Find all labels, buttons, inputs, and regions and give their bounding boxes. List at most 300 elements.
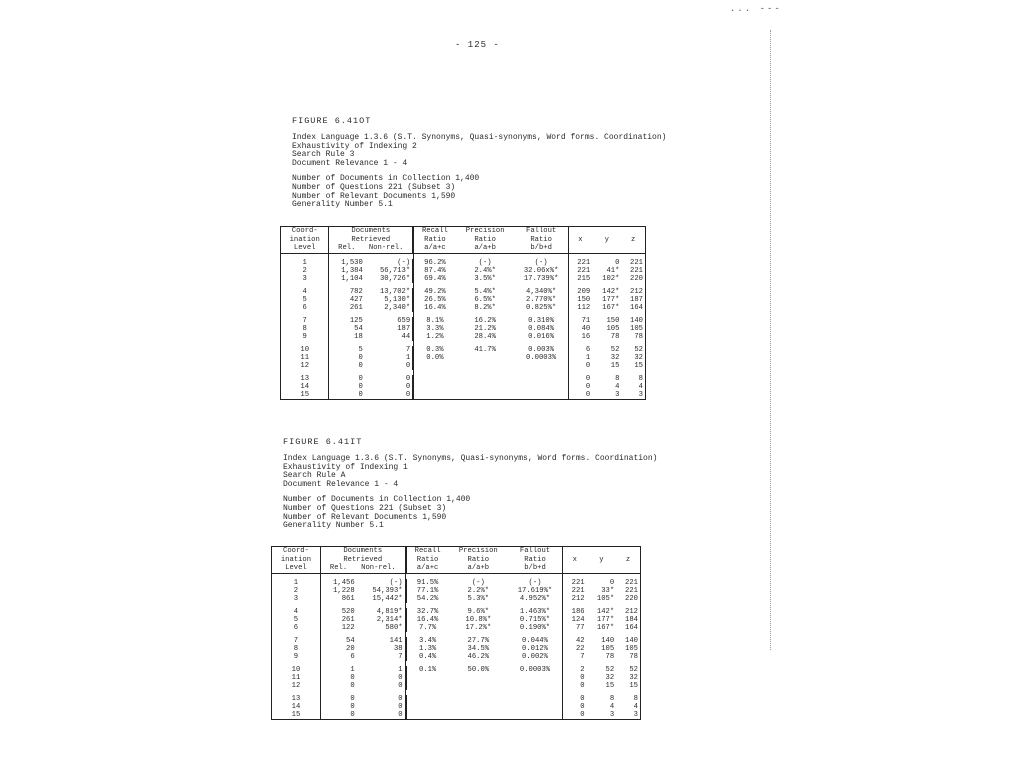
- cell-rel: 520: [320, 608, 356, 616]
- header-text: Recall: [421, 227, 448, 235]
- index-language: Index Language 1.3.6 (S.T. Synonyms, Quasi-synonyms, Word forms. Coordination): [292, 133, 667, 142]
- cell-y: 142*: [596, 607, 615, 616]
- header-text: Coord-: [291, 227, 318, 235]
- cell-x: 16: [568, 333, 592, 341]
- cell-recall: [406, 695, 449, 703]
- figure-title: FIGURE 6.41OT: [292, 116, 372, 126]
- header-text: b/b+d: [530, 244, 552, 252]
- exhaustivity: Exhaustivity of Indexing 2: [292, 141, 417, 151]
- header-text: Coord-: [283, 547, 309, 555]
- cell-fallout: 17.739%*: [523, 274, 559, 283]
- cell-rel: 1,384: [329, 267, 365, 275]
- cell-z: 3: [633, 710, 638, 719]
- header-fallout: [515, 227, 569, 254]
- cell-recall: 1.3%: [406, 645, 449, 653]
- cell-z: 187: [630, 295, 643, 304]
- number-of-relevant: Number of Relevant Documents 1,590: [283, 512, 447, 522]
- cell-recall: 0.0%: [413, 354, 455, 362]
- cell-nonrel: 141: [389, 636, 403, 645]
- document-relevance: Document Relevance 1 - 4: [283, 479, 399, 489]
- header-text: Documents: [343, 547, 383, 555]
- cell-x: 212: [562, 595, 586, 603]
- header-documents-retrieved: [329, 227, 413, 254]
- header-precision: [449, 547, 509, 574]
- cell-z: 4: [633, 702, 638, 711]
- cell-nonrel: 2,314*: [376, 615, 403, 624]
- cell-recall: 69.4%: [413, 275, 455, 283]
- cell-precision: 8.2%*: [474, 303, 496, 312]
- header-text: Documents: [351, 227, 391, 235]
- cell-fallout: [515, 375, 569, 383]
- cell-recall: [406, 674, 449, 682]
- header-fallout: [508, 547, 562, 574]
- table-row: [281, 333, 646, 341]
- cell-nonrel: 4,819*: [376, 607, 403, 616]
- cell-recall: 16.4%: [406, 616, 449, 624]
- cell-level: 11: [291, 673, 301, 682]
- cell-z: 221: [625, 586, 638, 595]
- cell-level: 15: [300, 390, 310, 399]
- cell-precision: 50.0%: [467, 665, 490, 674]
- cell-level: 11: [300, 353, 310, 362]
- cell-recall: 77.1%: [406, 587, 449, 595]
- cell-fallout: 0.012%: [522, 644, 548, 653]
- cell-y: 0: [615, 258, 620, 267]
- cell-y: 15: [610, 361, 620, 370]
- cell-nonrel: 580*: [385, 623, 403, 632]
- cell-nonrel: 7: [398, 652, 403, 661]
- cell-rel: 0: [329, 383, 365, 391]
- header-y: y: [587, 547, 617, 574]
- cell-fallout: [508, 682, 562, 690]
- cell-recall: 0.3%: [413, 346, 455, 354]
- header-nonrel: Non-rel.: [368, 244, 404, 252]
- cell-z: 221: [630, 266, 643, 275]
- cell-fallout: [508, 674, 562, 682]
- cell-x: 0: [562, 674, 586, 682]
- table-row: [281, 304, 646, 312]
- cell-rel: 54: [320, 637, 356, 645]
- cell-y: 32: [610, 353, 620, 362]
- number-of-questions: Number of Questions 221 (Subset 3): [292, 182, 456, 192]
- header-text: Fallout: [519, 547, 551, 555]
- cell-precision: 17.2%*: [465, 623, 492, 632]
- cell-y: 33*: [601, 586, 615, 595]
- figure-title: FIGURE 6.41IT: [283, 437, 363, 447]
- cell-y: 105*: [596, 594, 615, 603]
- table-row: [281, 375, 646, 383]
- cell-x: 124: [562, 616, 586, 624]
- cell-precision: 41.7%: [474, 345, 496, 354]
- cell-precision: 10.8%*: [465, 615, 492, 624]
- cell-precision: 27.7%: [467, 636, 490, 645]
- cell-recall: [413, 383, 455, 391]
- cell-x: 1: [568, 354, 592, 362]
- cell-precision: [449, 711, 509, 720]
- cell-nonrel: 13,702*: [379, 287, 411, 296]
- header-text: ination: [280, 555, 312, 564]
- header-text: Ratio: [424, 235, 446, 244]
- cell-level: 10: [291, 665, 301, 674]
- table-row: [272, 645, 641, 653]
- figure-1: [292, 116, 666, 210]
- cell-recall: 26.5%: [413, 296, 455, 304]
- table-row: [272, 637, 641, 645]
- header-precision: [456, 227, 515, 254]
- table-row: [281, 275, 646, 283]
- cell-x: 77: [562, 624, 586, 632]
- cell-level: 4: [302, 287, 307, 296]
- results-table-2: [271, 546, 641, 720]
- cell-recall: 87.4%: [413, 267, 455, 275]
- cell-fallout: 1.463%*: [519, 607, 551, 616]
- cell-level: 7: [293, 636, 299, 645]
- cell-rel: 125: [329, 317, 365, 325]
- cell-precision: 9.6%*: [467, 607, 490, 616]
- cell-fallout: (-): [528, 578, 542, 587]
- table-row: [281, 325, 646, 333]
- cell-rel: 1,456: [320, 579, 356, 587]
- header-y: y: [592, 227, 621, 254]
- cell-fallout: [508, 695, 562, 703]
- cell-precision: 6.5%*: [474, 295, 496, 304]
- cell-recall: 96.2%: [413, 259, 455, 267]
- table-row: [272, 703, 641, 711]
- cell-precision: 2.4%*: [474, 266, 496, 275]
- header-text: Ratio: [467, 555, 490, 564]
- cell-precision: 3.5%*: [474, 274, 496, 283]
- cell-y: 0: [609, 578, 615, 587]
- cell-nonrel: 38: [393, 644, 403, 653]
- generality-number: Generality Number 5.1: [283, 521, 384, 531]
- cell-precision: (-): [478, 258, 492, 267]
- cell-recall: 0.4%: [406, 653, 449, 661]
- table-row: [272, 579, 641, 587]
- cell-rel: 0: [329, 391, 365, 400]
- header-text: a/a+c: [424, 244, 446, 252]
- cell-rel: 0: [320, 682, 356, 690]
- cell-z: 78: [629, 652, 638, 661]
- header-rel: Rel.: [329, 564, 348, 572]
- search-rule: Search Rule 3: [292, 150, 355, 160]
- cell-nonrel: (-): [389, 578, 403, 587]
- cell-y: 52: [605, 665, 615, 674]
- header-documents-retrieved: [320, 547, 405, 574]
- cell-fallout: 0.084%: [528, 324, 555, 333]
- header-coordination-level: [272, 547, 321, 574]
- cell-x: 112: [568, 304, 592, 312]
- cell-level: 9: [302, 332, 307, 341]
- cell-level: 2: [293, 586, 299, 595]
- cell-x: 0: [562, 711, 586, 720]
- cell-fallout: 4,340%*: [526, 287, 557, 296]
- cell-x: 221: [568, 259, 592, 267]
- number-of-questions: Number of Questions 221 (Subset 3): [283, 503, 447, 513]
- cell-y: 15: [605, 681, 615, 690]
- cell-fallout: 0.0003%: [519, 665, 551, 674]
- cell-precision: 28.4%: [474, 332, 496, 341]
- cell-precision: [456, 362, 515, 370]
- cell-rel: 1,104: [329, 275, 365, 283]
- cell-fallout: 0.044%: [522, 636, 548, 645]
- cell-fallout: 0.715%*: [519, 615, 551, 624]
- table-row: [272, 653, 641, 661]
- table-row: [272, 595, 641, 603]
- header-text: ination: [289, 235, 320, 244]
- cell-nonrel: 15,442*: [372, 594, 403, 603]
- cell-y: 78: [605, 652, 615, 661]
- cell-level: 14: [291, 702, 301, 711]
- cell-z: 220: [630, 274, 643, 283]
- header-z: z: [616, 547, 640, 574]
- cell-nonrel: 659: [397, 316, 411, 325]
- cell-precision: [456, 354, 515, 362]
- cell-x: 221: [562, 587, 586, 595]
- header-text: a/a+b: [474, 244, 496, 252]
- cell-recall: 16.4%: [413, 304, 455, 312]
- table-row: [272, 666, 641, 674]
- cell-level: 13: [300, 374, 310, 383]
- cell-z: 105: [630, 324, 643, 333]
- cell-nonrel: 56,713*: [379, 266, 411, 275]
- cell-y: 105: [601, 644, 615, 653]
- cell-nonrel: 0: [405, 374, 411, 383]
- cell-x: 71: [568, 317, 592, 325]
- cell-nonrel: 54,393*: [372, 586, 403, 595]
- table-row: [281, 288, 646, 296]
- cell-y: 8: [615, 374, 620, 383]
- scan-edge-marks: [770, 30, 777, 650]
- cell-precision: [456, 383, 515, 391]
- cell-y: 177*: [596, 615, 615, 624]
- table-row: [281, 362, 646, 370]
- cell-level: 2: [302, 266, 307, 275]
- cell-x: 150: [568, 296, 592, 304]
- results-table-1: [280, 226, 646, 400]
- cell-y: 4: [615, 382, 620, 391]
- cell-x: 0: [562, 682, 586, 690]
- cell-recall: 3.4%: [406, 637, 449, 645]
- number-of-relevant: Number of Relevant Documents 1,590: [292, 191, 456, 201]
- cell-recall: [413, 362, 455, 370]
- header-rel: Rel.: [338, 244, 356, 252]
- cell-z: 52: [629, 665, 638, 674]
- table-row: [281, 391, 646, 400]
- cell-precision: [456, 391, 515, 400]
- cell-rel: 261: [329, 304, 365, 312]
- cell-z: 8: [633, 694, 638, 703]
- cell-x: 40: [568, 325, 592, 333]
- cell-level: 8: [302, 324, 307, 333]
- cell-level: 5: [302, 295, 307, 304]
- cell-nonrel: 0: [398, 710, 403, 719]
- cell-precision: 5.3%*: [467, 594, 490, 603]
- header-text: Level: [293, 244, 316, 252]
- cell-nonrel: 30,726*: [379, 274, 411, 283]
- cell-nonrel: 44: [401, 332, 411, 341]
- header-coordination-level: [281, 227, 329, 254]
- cell-fallout: 0.310%: [528, 316, 555, 325]
- cell-z: 32: [634, 353, 643, 362]
- header-recall: [413, 227, 455, 254]
- cell-y: 177*: [602, 295, 620, 304]
- cell-z: 140: [630, 316, 643, 325]
- cell-fallout: [515, 391, 569, 400]
- cell-y: 150: [606, 316, 620, 325]
- cell-fallout: (-): [534, 258, 548, 267]
- cell-level: 1: [293, 578, 299, 587]
- cell-rel: 0: [329, 354, 365, 362]
- cell-level: 1: [302, 258, 307, 267]
- cell-z: 220: [625, 594, 638, 603]
- cell-rel: 20: [320, 645, 356, 653]
- cell-z: 8: [638, 374, 643, 383]
- cell-rel: 122: [320, 624, 356, 632]
- cell-rel: 261: [320, 616, 356, 624]
- cell-fallout: 2.770%*: [526, 295, 557, 304]
- cell-fallout: 32.06x%*: [523, 266, 559, 275]
- cell-level: 6: [302, 303, 307, 312]
- cell-fallout: 4.952%*: [519, 594, 551, 603]
- cell-x: 6: [568, 346, 592, 354]
- cell-nonrel: 5,130*: [384, 295, 411, 304]
- cell-recall: 1.2%: [413, 333, 455, 341]
- cell-rel: 0: [320, 695, 356, 703]
- cell-fallout: 0.190%*: [519, 623, 551, 632]
- cell-x: 0: [562, 703, 586, 711]
- cell-precision: [449, 682, 509, 690]
- cell-level: 12: [300, 361, 310, 370]
- header-text: Retrieved: [343, 555, 383, 564]
- table-row: [272, 695, 641, 703]
- cell-fallout: [515, 383, 569, 391]
- cell-nonrel: 7: [405, 345, 411, 354]
- cell-x: 0: [562, 695, 586, 703]
- cell-rel: 0: [320, 674, 356, 682]
- cell-recall: 32.7%: [406, 608, 449, 616]
- table-row: [281, 354, 646, 362]
- cell-z: 52: [634, 345, 643, 354]
- cell-nonrel: 0: [398, 681, 403, 690]
- cell-rel: 0: [329, 375, 365, 383]
- document-relevance: Document Relevance 1 - 4: [292, 158, 408, 168]
- cell-x: 42: [562, 637, 586, 645]
- cell-y: 32: [605, 673, 615, 682]
- generality-number: Generality Number 5.1: [292, 200, 393, 210]
- number-of-documents: Number of Documents in Collection 1,400: [283, 495, 471, 505]
- number-of-documents: Number of Documents in Collection 1,400: [292, 174, 480, 184]
- cell-precision: 34.5%: [467, 644, 490, 653]
- cell-z: 15: [629, 681, 638, 690]
- header-text: Ratio: [530, 235, 552, 244]
- cell-rel: 0: [320, 711, 356, 720]
- cell-y: 8: [609, 694, 615, 703]
- cell-recall: 54.2%: [406, 595, 449, 603]
- figure-2: [283, 437, 657, 531]
- cell-z: 78: [634, 332, 643, 341]
- cell-nonrel: 0: [405, 361, 411, 370]
- table-row: [281, 296, 646, 304]
- header-z: z: [621, 227, 645, 254]
- cell-recall: [413, 375, 455, 383]
- cell-level: 7: [302, 316, 307, 325]
- cell-level: 8: [293, 644, 299, 653]
- cell-z: 212: [625, 607, 638, 616]
- table-row: [272, 616, 641, 624]
- cell-level: 3: [293, 594, 299, 603]
- cell-x: 7: [562, 653, 586, 661]
- cell-recall: [406, 682, 449, 690]
- cell-precision: 16.2%: [474, 316, 496, 325]
- cell-rel: 427: [329, 296, 365, 304]
- cell-recall: [406, 711, 449, 720]
- cell-x: 221: [562, 579, 586, 587]
- cell-z: 4: [638, 382, 643, 391]
- cell-level: 15: [291, 710, 301, 719]
- cell-level: 6: [293, 623, 299, 632]
- table-row: [272, 682, 641, 690]
- cell-z: 212: [630, 287, 643, 296]
- cell-y: 52: [610, 345, 620, 354]
- cell-precision: [449, 695, 509, 703]
- table-row: [272, 624, 641, 632]
- header-x: x: [568, 227, 592, 254]
- header-text: Fallout: [526, 227, 557, 235]
- cell-precision: 21.2%: [474, 324, 496, 333]
- header-recall: [406, 547, 449, 574]
- table-row: [272, 608, 641, 616]
- cell-recall: 0.1%: [406, 666, 449, 674]
- cell-recall: [406, 703, 449, 711]
- cell-fallout: 0.825%*: [526, 303, 557, 312]
- exhaustivity: Exhaustivity of Indexing 1: [283, 462, 408, 472]
- cell-fallout: [515, 362, 569, 370]
- cell-y: 3: [615, 390, 620, 399]
- cell-x: 221: [568, 267, 592, 275]
- cell-nonrel: 2,340*: [384, 303, 411, 312]
- cell-rel: 0: [320, 703, 356, 711]
- cell-level: 10: [300, 345, 310, 354]
- table-row: [272, 674, 641, 682]
- table-row: [281, 317, 646, 325]
- cell-nonrel: 1: [405, 353, 411, 362]
- cell-level: 9: [293, 652, 299, 661]
- cell-x: 0: [568, 383, 592, 391]
- cell-z: 164: [630, 303, 643, 312]
- cell-rel: 6: [320, 653, 356, 661]
- cell-z: 164: [625, 623, 638, 632]
- header-text: Precision: [458, 547, 498, 555]
- cell-rel: 0: [329, 362, 365, 370]
- cell-x: 0: [568, 362, 592, 370]
- cell-x: 2: [562, 666, 586, 674]
- cell-nonrel: (-): [397, 258, 411, 267]
- header-text: Precision: [465, 227, 505, 235]
- cell-y: 41*: [606, 266, 620, 275]
- header-text: Ratio: [416, 555, 439, 564]
- cell-x: 0: [568, 375, 592, 383]
- search-rule: Search Rule A: [283, 471, 346, 481]
- cell-fallout: 0.016%: [528, 332, 555, 341]
- cell-z: 15: [634, 361, 643, 370]
- cell-level: 13: [291, 694, 301, 703]
- cell-precision: 5.4%*: [474, 287, 496, 296]
- cell-nonrel: 0: [398, 694, 403, 703]
- cell-x: 22: [562, 645, 586, 653]
- cell-rel: 861: [320, 595, 356, 603]
- cell-rel: 782: [329, 288, 365, 296]
- cell-level: 14: [300, 382, 310, 391]
